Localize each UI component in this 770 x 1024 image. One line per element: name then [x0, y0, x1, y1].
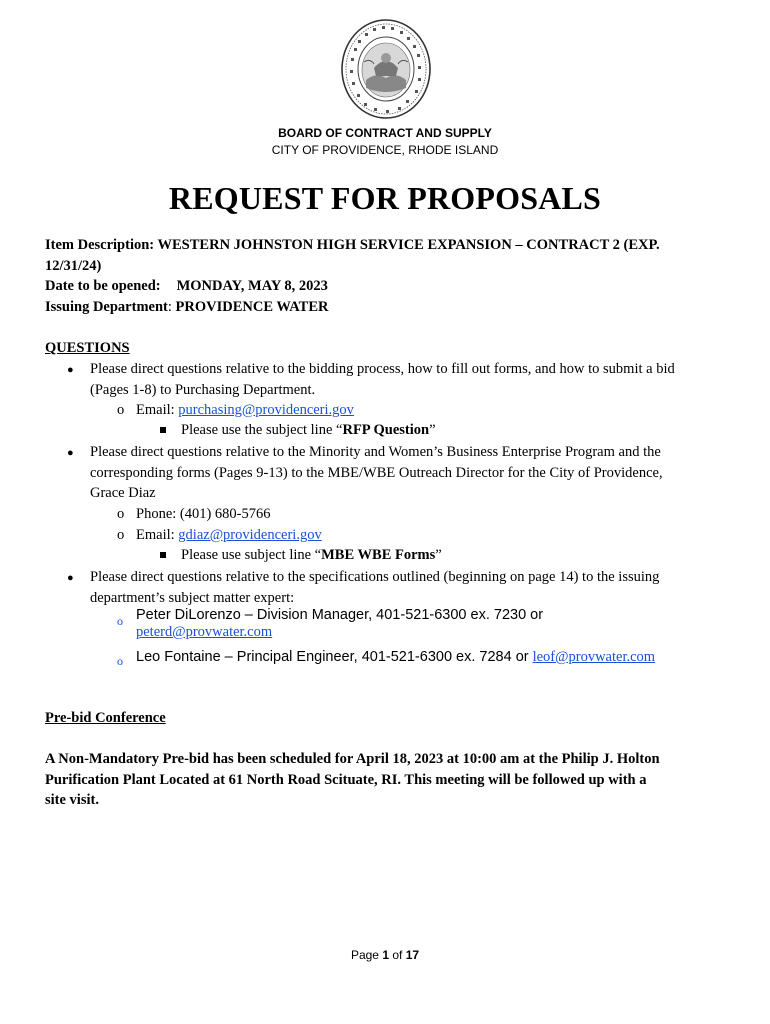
b1-line1: Please direct questions relative to the bidding process, how to fill out forms, and how to submit a bid [90, 361, 675, 377]
item-value: WESTERN JOHNSTON HIGH SERVICE EXPANSION – CONTRACT 2 (EXP. [157, 237, 660, 253]
b1-email-label: Email: [136, 402, 175, 418]
item-value-cont: 12/31/24) [45, 257, 102, 274]
b1-subject: RFP Question [342, 422, 430, 438]
date-opened [45, 276, 725, 297]
questions-heading: QUESTIONS [45, 340, 130, 356]
b2-email-label: Email: [136, 527, 175, 543]
item-label: Item Description: [45, 237, 155, 253]
b2-line2: corresponding forms (Pages 9-13) to the MBE/WBE Outreach Director for the City of Providence, [90, 464, 663, 481]
b1-subject-post: ” [429, 422, 436, 438]
b1-subject-pre: Please use the subject line “ [181, 422, 343, 438]
b1-subject-row [181, 420, 436, 441]
circle-bullet-icon: o [117, 527, 125, 543]
bullet-icon: ● [67, 447, 74, 459]
contact-dilorenzo [136, 607, 736, 643]
item-description [45, 235, 725, 317]
prebid-text [45, 749, 725, 811]
b3-line2: department’s subject matter expert: [90, 589, 295, 606]
page-total: 17 [405, 948, 420, 962]
question-bullet-1 [90, 359, 730, 400]
square-bullet-icon [160, 552, 166, 558]
date-value: MONDAY, MAY 8, 2023 [176, 278, 328, 294]
prebid-line3: site visit. [45, 792, 99, 808]
date-label: Date to be opened: [45, 278, 161, 294]
b2-line3: Grace Diaz [90, 485, 156, 501]
city-seal-icon [340, 18, 432, 120]
question-bullet-2 [90, 442, 730, 504]
dept-sep: : [167, 298, 172, 315]
c1-text: Peter DiLorenzo – Division Manager, 401-521-6300 ex. 7230 or [136, 607, 544, 623]
page-num: 1 [382, 948, 389, 962]
question-bullet-3 [90, 567, 730, 608]
c2-text: Leo Fontaine – Principal Engineer, 401-521-6300 ex. 7284 or [136, 649, 529, 665]
circle-bullet-icon: o [117, 654, 123, 668]
peterd-email-link[interactable]: peterd@provwater.com [136, 624, 273, 640]
of-label: of [392, 948, 403, 962]
page-label: Page [350, 948, 379, 962]
board-name: BOARD OF CONTRACT AND SUPPLY [278, 126, 492, 140]
bullet-icon: ● [67, 572, 74, 584]
gdiaz-email-link[interactable]: gdiaz@providenceri.gov [178, 527, 322, 543]
b3-line1: Please direct questions relative to the specifications outlined (beginning on page 14) to the issuing [90, 569, 660, 585]
prebid-line2: Purification Plant Located at 61 North Road Scituate, RI. This meeting will be followed up with a [45, 771, 647, 788]
b2-line1: Please direct questions relative to the Minority and Women’s Business Enterprise Program and the [90, 444, 661, 460]
circle-bullet-icon: o [117, 506, 125, 522]
prebid-line1: A Non-Mandatory Pre-bid has been scheduled for April 18, 2023 at 10:00 am at the Philip J. Holton [45, 751, 660, 767]
page-number [0, 948, 770, 962]
b2-subject: MBE WBE Forms [321, 547, 436, 563]
contact-fontaine [136, 647, 756, 668]
b1-line2: (Pages 1-8) to Purchasing Department. [90, 381, 316, 398]
square-bullet-icon [160, 427, 166, 433]
page-title: REQUEST FOR PROPOSALS [168, 180, 602, 216]
b2-email-row [136, 525, 322, 546]
purchasing-email-link[interactable]: purchasing@providenceri.gov [178, 402, 354, 418]
b2-subject-post: ” [435, 547, 442, 563]
b1-email-row [136, 400, 354, 421]
dept-label: Issuing Department [45, 298, 168, 315]
bullet-icon: ● [67, 364, 74, 376]
b2-subject-pre: Please use subject line “ [181, 547, 322, 563]
b2-subject-row [181, 545, 442, 566]
prebid-heading: Pre-bid Conference [45, 710, 166, 726]
circle-bullet-icon: o [117, 614, 123, 628]
b2-phone: Phone: (401) 680-5766 [136, 506, 271, 522]
dept-value: PROVIDENCE WATER [175, 298, 329, 315]
leof-email-link[interactable]: leof@provwater.com [532, 649, 656, 665]
circle-bullet-icon: o [117, 402, 125, 418]
city-name: CITY OF PROVIDENCE, RHODE ISLAND [271, 143, 499, 157]
issuing-department [45, 297, 725, 318]
